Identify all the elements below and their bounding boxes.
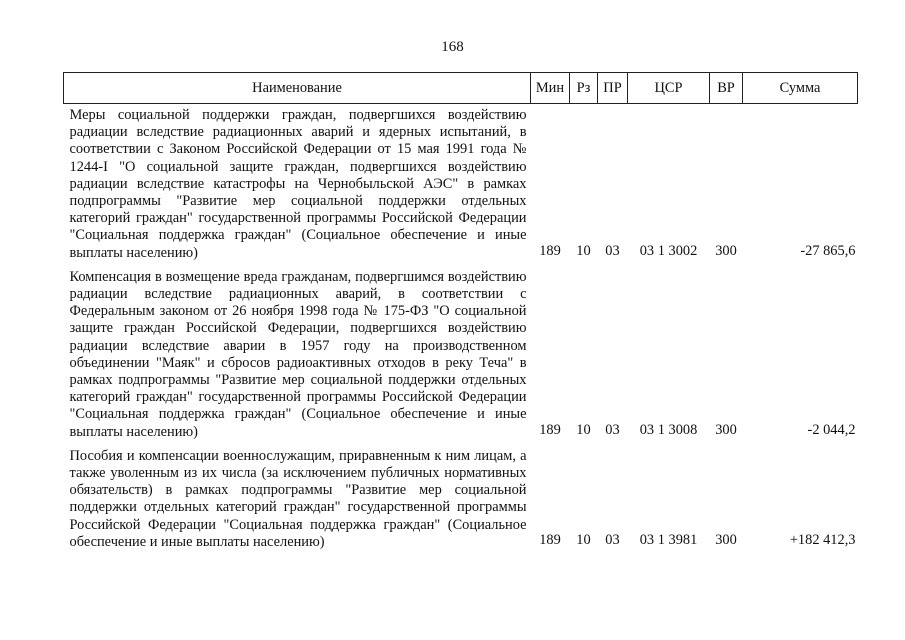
row-sum: -27 865,6	[800, 242, 856, 259]
row-vr: 300	[715, 421, 737, 438]
row-csr: 03 1 3008	[639, 421, 698, 438]
header-csr: ЦСР	[628, 73, 710, 104]
row-pr: 03	[605, 242, 620, 259]
row-pr: 03	[605, 531, 620, 548]
row-pr: 03	[605, 421, 620, 438]
header-vr: ВР	[710, 73, 743, 104]
row-min: 189	[539, 531, 561, 548]
table-row	[64, 445, 858, 555]
row-sum: +182 412,3	[789, 531, 856, 548]
header-pr: ПР	[598, 73, 628, 104]
row-vr: 300	[715, 242, 737, 259]
row-sum: -2 044,2	[807, 421, 856, 438]
page-number: 168	[441, 39, 464, 55]
budget-table	[63, 72, 858, 555]
header-sum: Сумма	[743, 73, 858, 104]
row-name: Компенсация в возмещение вреда гражданам, подвергшимся воздействию радиации вследствие радиационных аварий, в соответствии с Федеральным законом от 26 ноября 1998 года № 175-ФЗ "О социальной защите граждан Российской Федерации, подвергшихся воздействию радиации вследствие аварии в 1957 году на производственном объединении "Маяк" и сбросов радиоактивных отходов в реку Теча" в рамках подпрограммы "Развитие мер социальной поддержки отдельных категорий граждан" государственной программы Российской Федерации "Социальная поддержка граждан" (Социальное обеспечение и иные выплаты населению)	[69, 268, 527, 440]
row-rz: 10	[576, 242, 591, 259]
row-rz: 10	[576, 421, 591, 438]
row-csr: 03 1 3002	[639, 242, 698, 259]
header-name: Наименование	[64, 73, 531, 104]
header-rz: Рз	[570, 73, 598, 104]
row-vr: 300	[715, 531, 737, 548]
row-csr: 03 1 3981	[639, 531, 698, 548]
table-row	[64, 104, 858, 266]
table-header-row	[64, 73, 858, 104]
table-row	[64, 266, 858, 445]
row-min: 189	[539, 242, 561, 259]
row-name: Меры социальной поддержки граждан, подвергшихся воздействию радиации вследствие радиационных аварий и ядерных испытаний, в соответствии с Законом Российской Федерации от 15 мая 1991 года № 1244-I "О социальной защите граждан, подвергшихся воздействию радиации вследствие катастрофы на Чернобыльской АЭС" в рамках подпрограммы "Развитие мер социальной поддержки отдельных категорий граждан" государственной программы Российской Федерации "Социальная поддержка граждан" (Социальное обеспечение и иные выплаты населению)	[69, 107, 527, 261]
row-rz: 10	[576, 531, 591, 548]
header-min: Мин	[531, 73, 570, 104]
row-name: Пособия и компенсации военнослужащим, приравненным к ним лицам, а также уволенным из их числа (за исключением публичных нормативных обязательств) в рамках подпрограммы "Развитие мер социальной поддержки отдельных категорий граждан" государственной программы Российской Федерации "Социальная поддержка граждан" (Социальное обеспечение и иные выплаты населению)	[69, 447, 527, 550]
row-min: 189	[539, 421, 561, 438]
